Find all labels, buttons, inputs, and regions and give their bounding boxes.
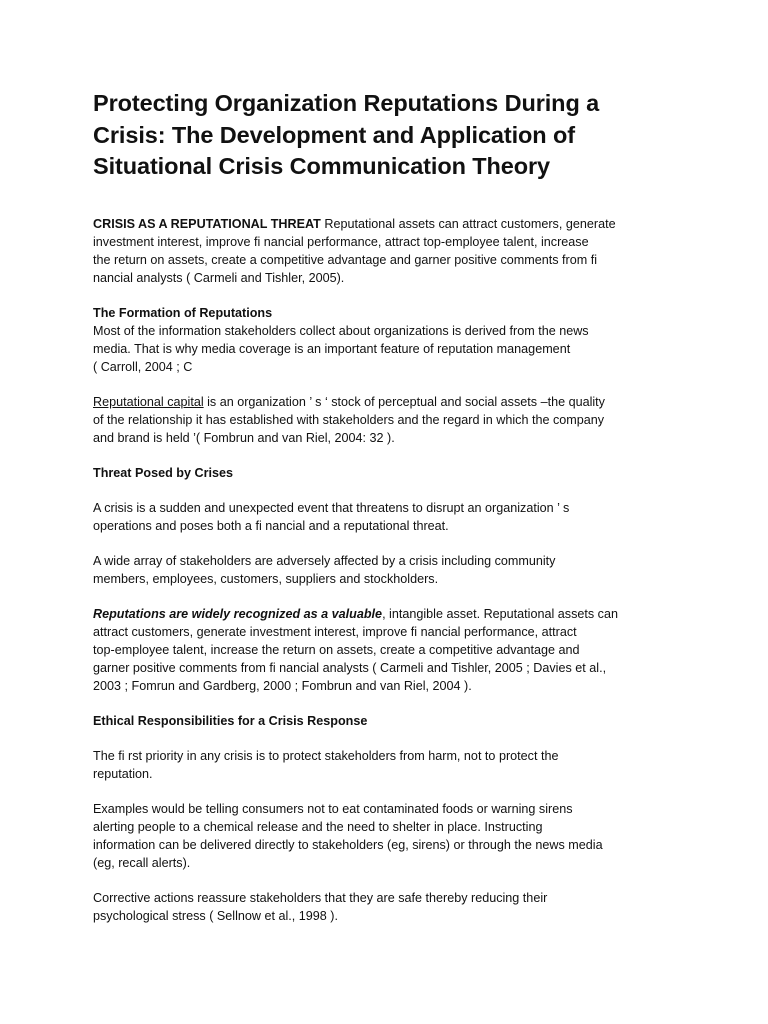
paragraph-line: Examples would be telling consumers not to eat contaminated foods or warning sirens: [93, 801, 573, 816]
crisis-definition-paragraph: [93, 499, 683, 535]
stakeholders-paragraph: [93, 552, 683, 588]
paragraph-line: nancial analysts ( Carmeli and Tishler, 2005).: [93, 270, 345, 285]
paragraph-line: operations and poses both a fi nancial and a reputational threat.: [93, 518, 449, 533]
paragraph-line: media. That is why media coverage is an important feature of reputation management: [93, 341, 571, 356]
paragraph-line: of the relationship it has established with stakeholders and the regard in which the company: [93, 412, 605, 427]
section-heading: Threat Posed by Crises: [93, 465, 233, 480]
paragraph-line: Corrective actions reassure stakeholders that they are safe thereby reducing their: [93, 890, 548, 905]
paragraph-line: top-employee talent, increase the return on assets, create a competitive advantage and: [93, 642, 580, 657]
paragraph-text: , intangible asset. Reputational assets can: [382, 606, 618, 621]
paragraph-line: A wide array of stakeholders are adversely affected by a crisis including community: [93, 553, 556, 568]
document-page: [93, 88, 683, 925]
paragraph-line: (eg, recall alerts).: [93, 855, 191, 870]
section-label: CRISIS AS A REPUTATIONAL THREAT: [93, 216, 321, 231]
underlined-term: Reputational capital: [93, 394, 204, 409]
ethical-heading-block: [93, 712, 683, 730]
paragraph-line: investment interest, improve fi nancial performance, attract top-employee talent, increase: [93, 234, 589, 249]
corrective-paragraph: [93, 889, 683, 925]
threat-heading-block: [93, 464, 683, 482]
paragraph-line: garner positive comments from fi nancial analysts ( Carmeli and Tishler, 2005 ; Davies et al.,: [93, 660, 607, 675]
paragraph-line: A crisis is a sudden and unexpected event that threatens to disrupt an organization ’ s: [93, 500, 570, 515]
title-line: Protecting Organization Reputations During a: [93, 90, 600, 116]
paragraph-line: 2003 ; Fomrun and Gardberg, 2000 ; Fombrun and van Riel, 2004 ).: [93, 678, 472, 693]
document-title: [93, 88, 683, 183]
examples-paragraph: [93, 800, 683, 872]
paragraph-text: is an organization ’ s ‘ stock of perceptual and social assets –the quality: [203, 394, 605, 409]
formation-section: [93, 304, 683, 376]
paragraph-text: Reputational assets can attract customers, generate: [320, 216, 616, 231]
crisis-threat-paragraph: [93, 215, 683, 287]
reputational-capital-paragraph: [93, 393, 683, 447]
priority-paragraph: [93, 747, 683, 783]
title-line: Crisis: The Development and Application of: [93, 121, 575, 148]
paragraph-line: members, employees, customers, suppliers and stockholders.: [93, 571, 439, 586]
emphasis-text: Reputations are widely recognized as a valuable: [93, 606, 383, 621]
paragraph-line: reputation.: [93, 766, 153, 781]
paragraph-line: the return on assets, create a competitive advantage and garner positive comments from fi: [93, 252, 598, 267]
section-heading: The Formation of Reputations: [93, 305, 273, 320]
title-line: Situational Crisis Communication Theory: [93, 153, 551, 179]
valuable-asset-paragraph: [93, 605, 683, 695]
section-heading: Ethical Responsibilities for a Crisis Response: [93, 713, 368, 728]
paragraph-line: and brand is held ’( Fombrun and van Riel, 2004: 32 ).: [93, 430, 395, 445]
paragraph-line: alerting people to a chemical release and the need to shelter in place. Instructing: [93, 819, 543, 834]
paragraph-line: The fi rst priority in any crisis is to protect stakeholders from harm, not to protect the: [93, 748, 559, 763]
paragraph-line: psychological stress ( Sellnow et al., 1998 ).: [93, 908, 338, 923]
paragraph-line: ( Carroll, 2004 ; C: [93, 359, 193, 374]
paragraph-line: attract customers, generate investment interest, improve fi nancial performance, attract: [93, 624, 577, 639]
paragraph-line: information can be delivered directly to stakeholders (eg, sirens) or through the news media: [93, 837, 603, 852]
paragraph-line: Most of the information stakeholders collect about organizations is derived from the news: [93, 323, 589, 338]
